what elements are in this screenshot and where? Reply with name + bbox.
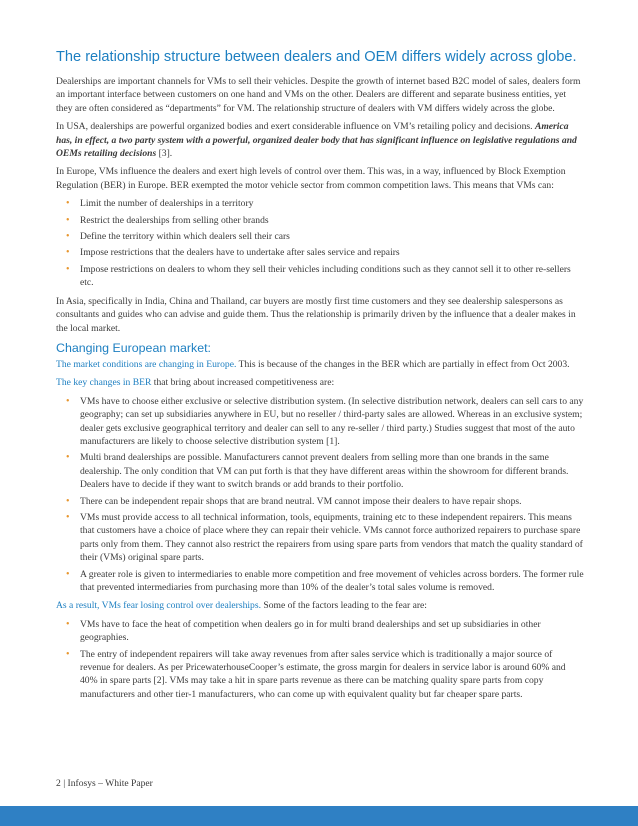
list-vm-powers <box>56 197 584 289</box>
list-item: • Limit the number of dealerships in a territory <box>66 198 254 210</box>
list-item: • Impose restrictions that the dealers have to undertake after sales service and repairs <box>66 247 400 259</box>
bullet-icon: • <box>66 247 70 259</box>
paragraph-europe: In Europe, VMs influence the dealers and exert high levels of control over them. This was, in a way, influenced by Block Exemption Regulation (BER) in Europe. BER exempted the motor vehicle sector from common competition laws. This means that VMs can: <box>56 166 566 191</box>
bullet-icon: • <box>66 231 70 243</box>
bullet-icon: • <box>66 198 70 210</box>
list-item: • VMs have to face the heat of competition when dealers go in for multi brand dealerships and set up subsidiaries in other geographies. <box>66 618 541 644</box>
bullet-icon: • <box>66 648 70 660</box>
fear-highlight: As a result, VMs fear losing control over dealerships. <box>56 600 261 612</box>
list-item: • Define the territory within which dealers sell their cars <box>66 231 290 243</box>
usa-text: In USA, dealerships are powerful organized bodies and exert considerable influence on VM’s retailing policy and decisions. <box>56 121 535 133</box>
bullet-icon: • <box>66 395 70 407</box>
key-changes-highlight: The key changes in BER <box>56 377 152 389</box>
paragraph-dealerships: Dealerships are important channels for VMs to sell their vehicles. Despite the growth of internet based B2C model of sales, dealers form an important interface between customers on one hand and VMs on the other. Dealers are different and separate business entities, yet they are often considered as “departments” for VM. The relationship structure of dealers with VM differs widely across the globe. <box>56 76 581 114</box>
list-fear-factors <box>56 618 584 701</box>
list-item: • VMs have to choose either exclusive or selective distribution system. (In selective distribution network, dealers can sell cars to any geography; can set up subsidiaries anywhere in EU, but no reseller / third-party sales are allowed. Whereas in an exclusive system; dealer gets exclusive geographical territory and dealer can sell to any re-seller / third party.) Studies suggest that most of the auto manufacturers are likely to choose selective distribution system [1]. <box>66 395 584 447</box>
bullet-icon: • <box>66 568 70 580</box>
bullet-icon: • <box>66 263 70 275</box>
bullet-icon: • <box>66 495 70 507</box>
usa-emphasis: America has, in effect, a two party system with a powerful, organized dealer body that has significant influence on legislative regulations and OEMs retailing decisions <box>56 121 577 160</box>
bullet-icon: • <box>66 452 70 464</box>
list-item: • Restrict the dealerships from selling other brands <box>66 214 269 226</box>
list-item: • VMs must provide access to all technical information, tools, equipments, training etc to these independent repairers. This means that customers have a choice of place where they can repair their vehicle. VMs cannot force authorized repairers to purchase spare parts only from them. They cannot also restrict the repairers from using spare parts from vendors that match the quality standard of their (VMs) original spare parts. <box>66 511 583 564</box>
paragraph-key-changes: The key changes in BER that bring about increased competitiveness are: <box>56 377 335 389</box>
content <box>56 48 584 706</box>
market-highlight: The market conditions are changing in Europe. <box>56 358 237 370</box>
list-item: • A greater role is given to intermediaries to enable more competition and free movement of vehicles across borders. The former rule that prevented intermediaries from purchasing more than 10% of the dealer’s total sales volume is removed. <box>66 568 584 593</box>
paragraph-usa <box>56 120 584 160</box>
bullet-icon: • <box>66 618 70 630</box>
list-item: • Impose restrictions on dealers to whom they sell their vehicles including conditions such as they cannot sell it to other re-sellers etc. <box>66 263 571 289</box>
page-footer: 2 | Infosys – White Paper <box>56 778 153 789</box>
list-item: • There can be independent repair shops that are brand neutral. VM cannot impose their dealers to have repair shops. <box>66 495 522 507</box>
bullet-icon: • <box>66 214 70 226</box>
paragraph-market-conditions: The market conditions are changing in Europe. This is because of the changes in the BER which are partially in effect from Oct 2003. <box>56 358 570 370</box>
paragraph-fear: As a result, VMs fear losing control over dealerships. Some of the factors leading to the fear are: <box>56 600 427 612</box>
paragraph-asia: In Asia, specifically in India, China and Thailand, car buyers are mostly first time customers and they see dealership salespersons as consultants and guides who can advise and guide them. Thus the relationship is primarily driven by the influence that a dealer makes in the local market. <box>56 295 576 334</box>
section-heading: Changing European market: <box>56 340 211 355</box>
usa-ref: [3]. <box>156 148 173 160</box>
list-item: • Multi brand dealerships are possible. Manufacturers cannot prevent dealers from selling more than one brands in the same dealership. The only condition that VM can put forth is that they have different areas within the showroom for different brands. Dealers have to decide if they want to switch brands or add brands to their portfolio. <box>66 452 569 491</box>
footer-bar <box>0 806 638 826</box>
list-ber-changes <box>56 395 584 595</box>
page-title: The relationship structure between dealers and OEM differs widely across globe. <box>56 49 577 65</box>
bullet-icon: • <box>66 511 70 523</box>
list-item: • The entry of independent repairers will take away revenues from after sales service which is traditionally a major source of revenue for dealers. As per PricewaterhouseCooper’s estimate, the gross margin for dealers in service labor is around 60% and 40% in spare parts [2]. VMs may take a hit in spare parts revenue as there can be matching quality spare parts from copy manufacturers and other tier-1 manufacturers, who can come up with equivalent quality but far cheaper spare parts. <box>66 648 566 700</box>
